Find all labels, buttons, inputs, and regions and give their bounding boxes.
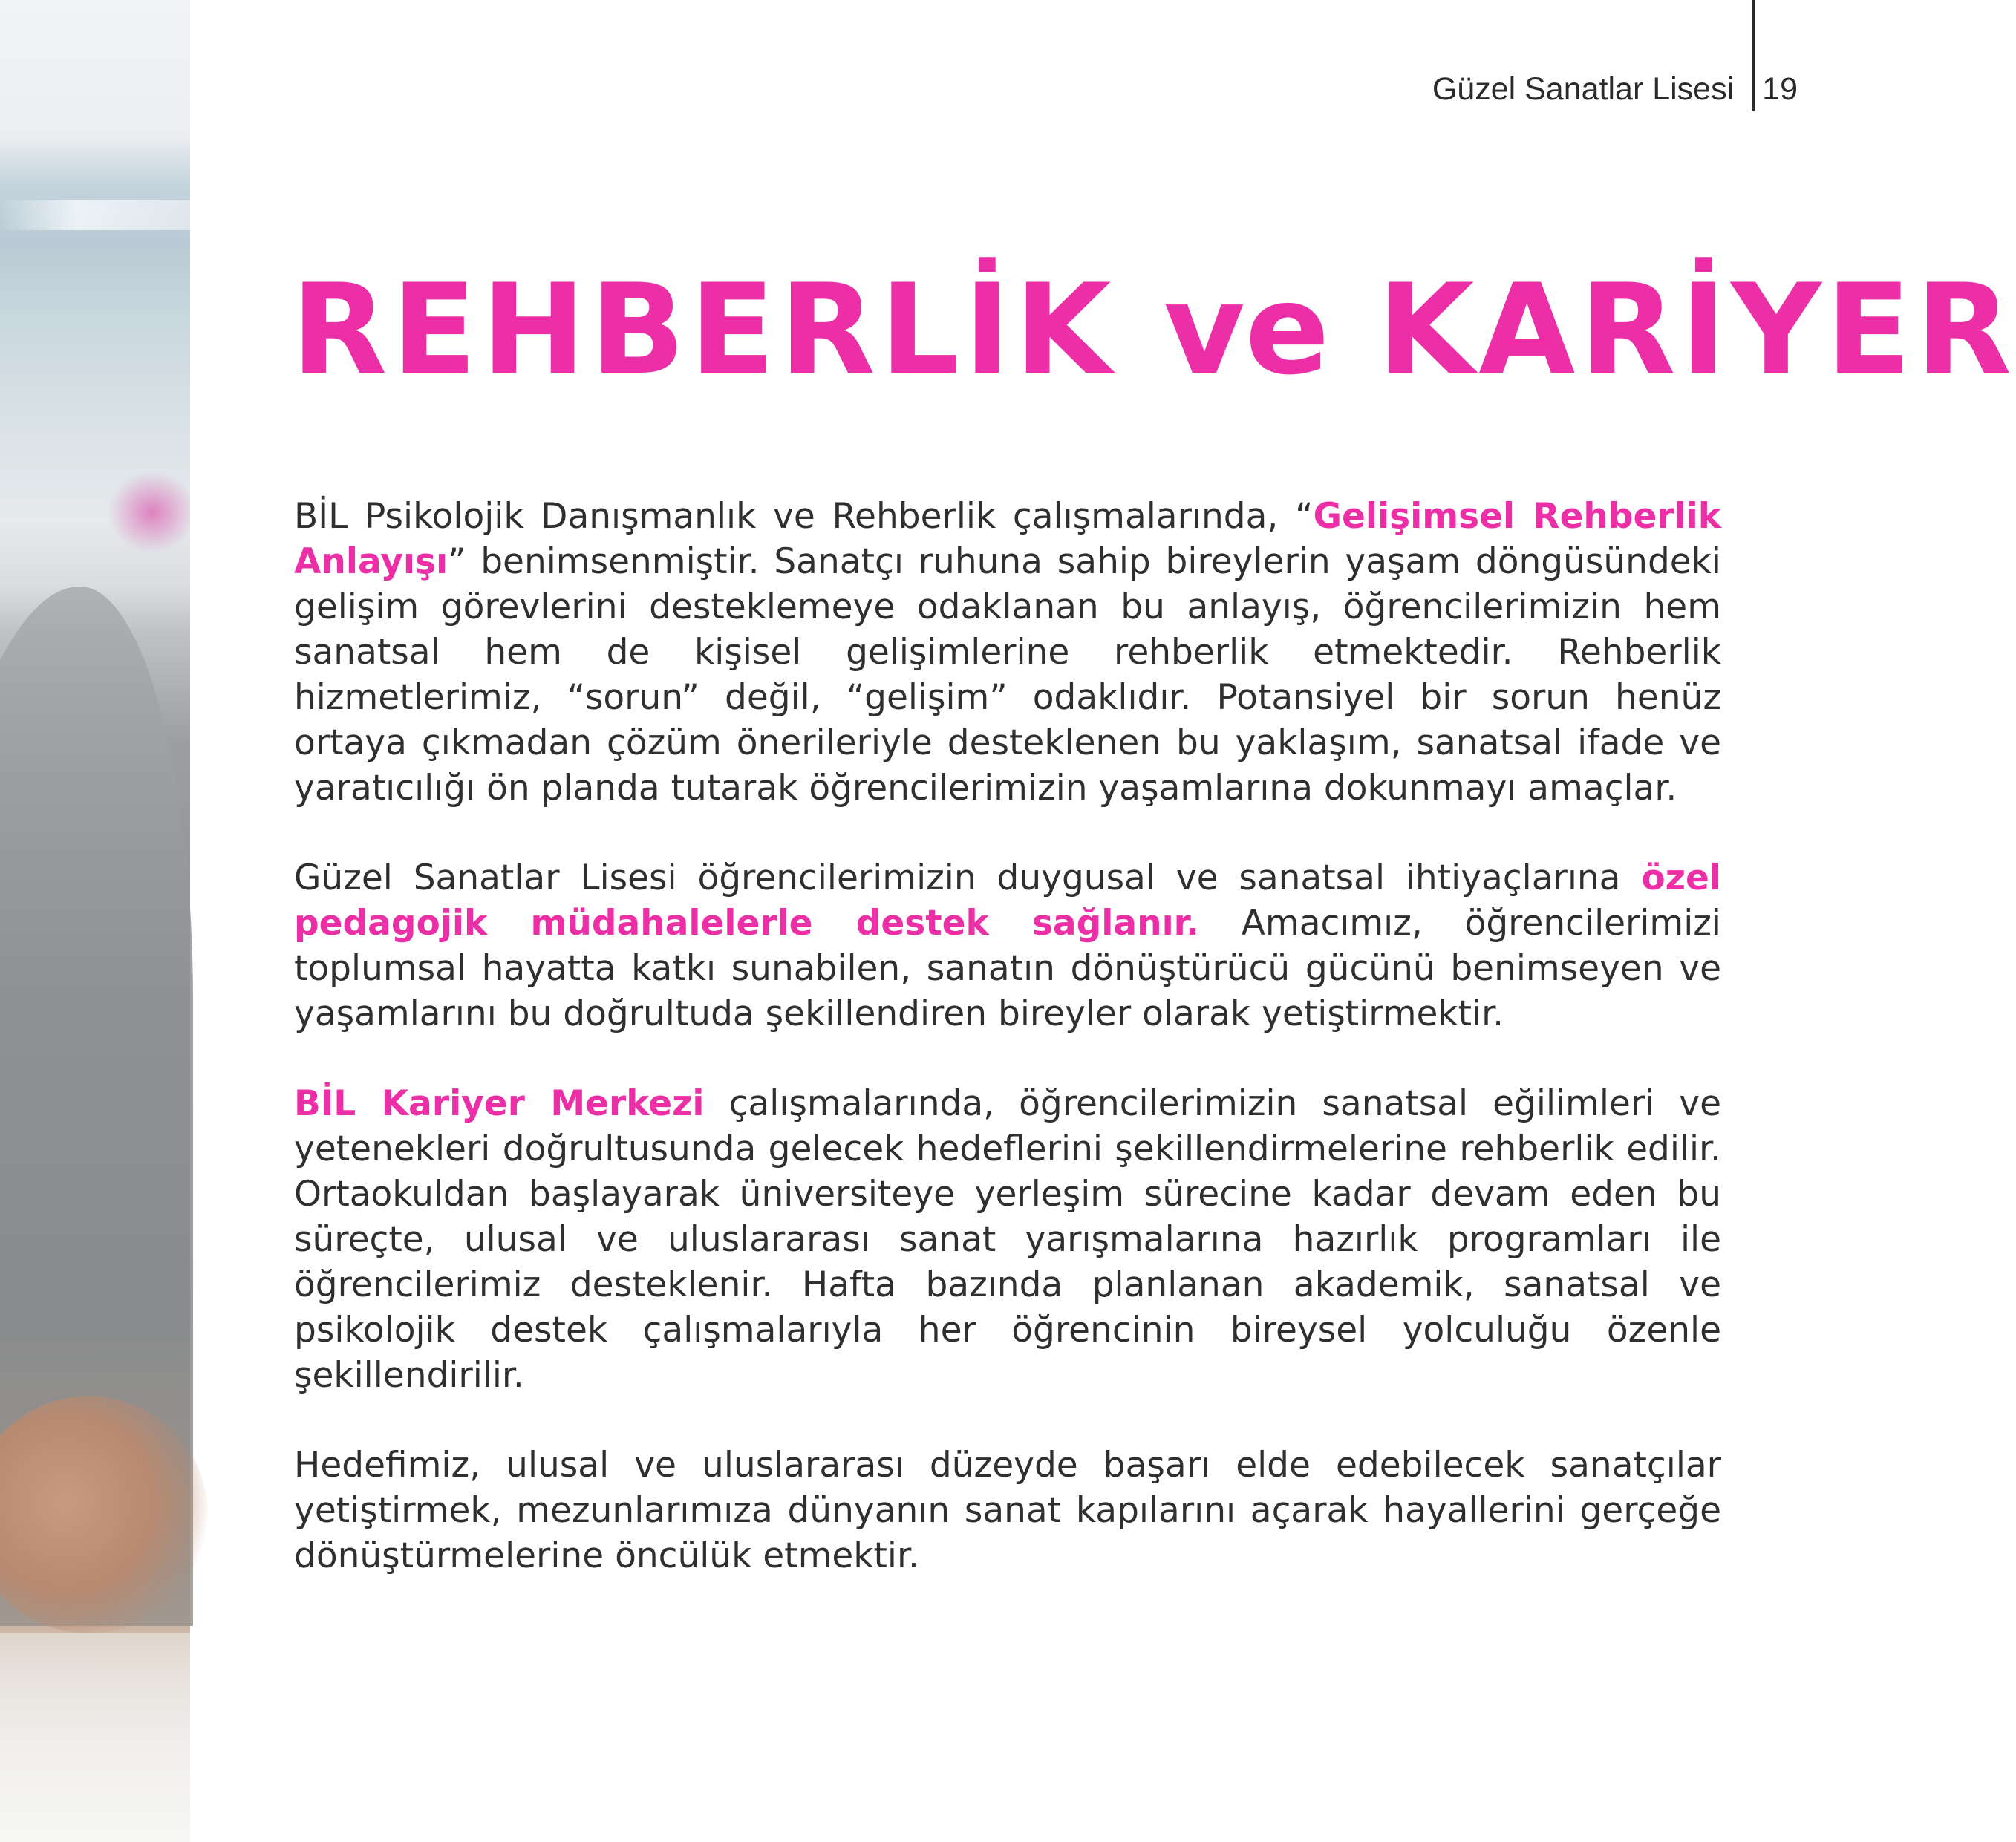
paragraph-goal — [294, 1443, 1721, 1578]
paragraph-text: Güzel Sanatlar Lisesi öğrencilerimizin duygusal ve sanatsal ihtiyaçlarına — [294, 858, 1642, 898]
paragraph-text: Amacımız, öğrencilerimizi toplumsal hayatta katkı sunabilen, sanatın dönüştürücü gücünü benimseyen ve yaşamlarını bu doğrultuda şekillendiren bireyler olarak yetiştirmektir. — [294, 903, 1721, 1034]
title-part-2: KARİYER — [1377, 257, 2016, 402]
page-title — [291, 257, 2016, 402]
paragraph-text: ” benimsenmiştir. Sanatçı ruhuna sahip bireylerin yaşam döngüsündeki gelişim görevlerini desteklemeye odaklanan bu anlayış, öğrencilerimizin hem sanatsal hem de kişisel gelişimlerine rehberlik etmektedir. Rehberlik hizmetlerimiz, “sorun” değil, “gelişim” odaklıdır. Potansiyel bir sorun henüz ortaya çıkmadan çözüm önerileriyle desteklenen bu yaklaşım, sanatsal ifade ve yaratıcılığı ön planda tutarak öğrencilerimizin yaşamlarına dokunmayı amaçlar. — [294, 541, 1721, 809]
page-number: 19 — [1762, 71, 1798, 107]
highlight-text: BİL Kariyer Merkezi — [294, 1083, 705, 1124]
paragraph-text: çalışmalarında, öğrencilerimizin sanatsal eğilimleri ve yetenekleri doğrultusunda gelecek hedeflerini şekillendirmelerine rehberlik edilir. Ortaokuldan başlayarak üniversiteye yerleşim sürecine kadar devam eden bu süreçte, ulusal ve uluslararası sanat yarışmalarına hazırlık programları ile öğrencilerimiz desteklenir. Hafta bazında planlanan akademik, sanatsal ve psikolojik destek çalışmalarıyla her öğrencinin bireysel yolculuğu özenle şekillendirilir. — [294, 1083, 1722, 1396]
side-photo — [0, 0, 190, 1842]
title-part-1: REHBERLİK — [291, 257, 1116, 402]
paragraph-career-center — [294, 1081, 1721, 1398]
body-text — [294, 494, 1721, 1623]
photo-light-strip — [0, 200, 190, 230]
paragraph-text: Hedefimiz, ulusal ve uluslararası düzeyde başarı elde edebilecek sanatçılar yetiştirmek, mezunlarımıza dünyanın sanat kapılarını açarak hayallerini gerçeğe dönüştürmelerine öncülük etmektir. — [294, 1445, 1721, 1576]
photo-desk — [0, 1633, 190, 1842]
running-header — [1432, 67, 1798, 111]
highlight-text: özel pedagojik müdahalelerle destek sağlanır. — [294, 858, 1721, 944]
paragraph-guidance — [294, 494, 1721, 811]
paragraph-text: BİL Psikolojik Danışmanlık ve Rehberlik çalışmalarında, “ — [294, 496, 1314, 537]
highlight-text: Gelişimsel Rehberlik Anlayışı — [294, 496, 1721, 582]
header-divider — [1752, 0, 1755, 111]
paragraph-pedagogy — [294, 855, 1721, 1036]
title-conjunction: ve — [1164, 257, 1330, 402]
section-name: Güzel Sanatlar Lisesi — [1432, 71, 1735, 107]
